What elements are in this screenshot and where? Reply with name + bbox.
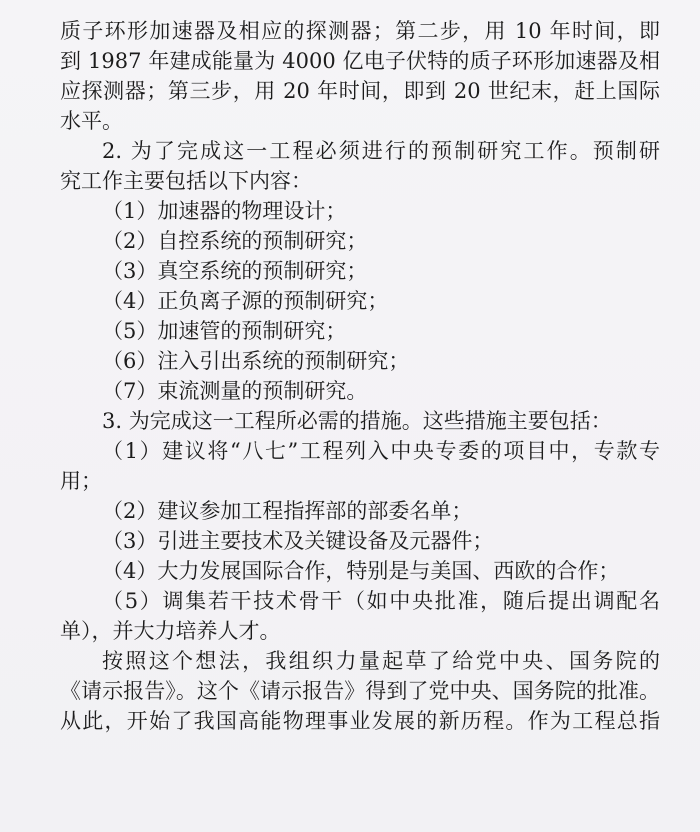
list-item: （5）加速管的预制研究；	[102, 319, 347, 343]
text-line-2: 到 1987 年建成能量为 4000 亿电子伏特的质子环形加速器及相	[60, 49, 660, 73]
text-line-4: 水平。	[60, 109, 123, 133]
list-item: （4）大力发展国际合作，特别是与美国、西欧的合作；	[102, 559, 620, 583]
list-item: （1）建议将“八七”工程列入中央专委的项目中，专款专	[102, 439, 660, 463]
list-item: （4）正负离子源的预制研究；	[102, 289, 389, 313]
list-item: （7）束流测量的预制研究。	[102, 379, 368, 403]
text-line-6: 究工作主要包括以下内容：	[60, 169, 312, 193]
section-heading-2: 2. 为了完成这一工程必须进行的预制研究工作。预制研	[102, 139, 660, 163]
list-item: （3）真空系统的预制研究；	[102, 259, 368, 283]
paragraph-line: 从此，开始了我国高能物理事业发展的新历程。作为工程总指	[60, 709, 660, 733]
list-item-continuation: 单），并大力培养人才。	[60, 619, 281, 643]
section-heading-3: 3. 为完成这一工程所必需的措施。这些措施主要包括：	[102, 409, 612, 433]
list-item: （6）注入引出系统的预制研究；	[102, 349, 410, 373]
paragraph-line: 按照这个想法，我组织力量起草了给党中央、国务院的	[102, 649, 660, 673]
paragraph-line: 《请示报告》。这个《请示报告》得到了党中央、国务院的批准。	[60, 679, 660, 703]
list-item: （2）自控系统的预制研究；	[102, 229, 368, 253]
list-item: （1）加速器的物理设计；	[102, 199, 347, 223]
text-line-1: 质子环形加速器及相应的探测器；第二步，用 10 年时间，即	[60, 19, 660, 43]
list-item-continuation: 用；	[60, 469, 102, 493]
list-item: （5）调集若干技术骨干（如中央批准，随后提出调配名	[102, 589, 660, 613]
list-item: （2）建议参加工程指挥部的部委名单；	[102, 499, 473, 523]
list-item: （3）引进主要技术及关键设备及元器件；	[102, 529, 494, 553]
text-line-3: 应探测器；第三步，用 20 年时间，即到 20 世纪末，赶上国际	[60, 79, 660, 103]
